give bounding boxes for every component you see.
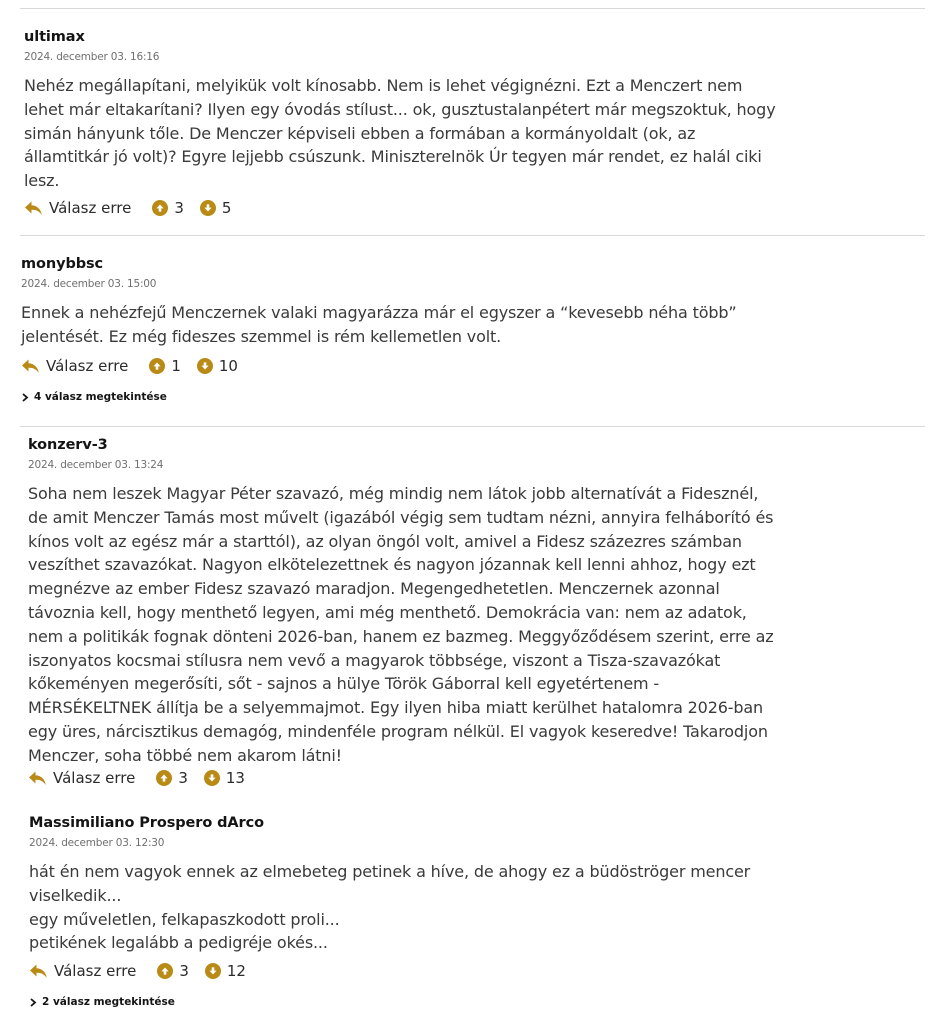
comment-actions <box>24 197 231 219</box>
comment-date: 2024. december 03. 13:24 <box>28 459 164 471</box>
reply-arrow-icon <box>21 358 40 374</box>
downvote-button[interactable] <box>204 769 245 787</box>
comment-body-line: lesz. <box>24 171 60 191</box>
comment-body-line: petikének legalább a pedigréje okés... <box>29 933 328 953</box>
show-replies-label: 4 válasz megtekintése <box>34 391 167 403</box>
comment-body-line: államtitkár jó volt)? Egyre lejjebb csúszunk. Miniszterelnök Úr tegyen már rendet, ez halál ciki <box>24 147 762 167</box>
comment-body-line: megnézve az ember Fidesz szavazó maradjon. Megengedhetetlen. Menczernek azonnal <box>28 579 720 599</box>
chevron-right-icon <box>29 998 37 1007</box>
upvote-button[interactable] <box>152 199 184 217</box>
comment-body <box>29 860 829 955</box>
show-replies-button[interactable] <box>21 391 167 403</box>
comment-body-line: jelentését. Ez még fideszes szemmel is rém kellemetlen volt. <box>21 326 502 346</box>
downvote-count: 12 <box>226 962 246 980</box>
comment-body-line: Ennek a nehézfejű Menczernek valaki magyarázza már el egyszer a “kevesebb néha több” <box>21 303 737 322</box>
chevron-right-icon <box>21 393 29 402</box>
comment-author[interactable]: monybbsc <box>21 256 104 272</box>
comment-body-line: lehet már eltakarítani? Ilyen egy óvodás stílust... ok, gusztustalanpétert már megszoktuk, hogy <box>24 99 776 119</box>
comment-body-line: egy üres, nárcisztikus demagóg, mindenféle program nélkül. El vagyok keseredve! Takarodjon <box>28 721 768 741</box>
comment-actions <box>29 960 246 982</box>
comment-body-line: nem a politikák fognak dönteni 2026-ban, hanem ez bazmeg. Meggyőződésem szerint, erre az <box>28 626 774 646</box>
comment-divider <box>20 235 925 236</box>
upvote-count: 3 <box>179 962 189 980</box>
comment-body-line: iszonyatos kocsmai stílusra nem vevő a magyarok többsége, viszont a Tisza-szavazókat <box>28 650 721 670</box>
comment-body-line: Nehéz megállapítani, melyikük volt kínosabb. Nem is lehet végignézni. Ezt a Menczert nem <box>24 76 743 95</box>
comment-author[interactable]: Massimiliano Prospero dArco <box>29 815 264 831</box>
comment-date: 2024. december 03. 16:16 <box>24 51 160 63</box>
reply-button-label: Válasz erre <box>54 962 137 980</box>
comment-body <box>21 301 821 349</box>
comment-divider <box>20 426 925 427</box>
upvote-button[interactable] <box>157 962 189 980</box>
reply-button-label: Válasz erre <box>49 199 132 217</box>
reply-button[interactable] <box>29 962 136 980</box>
comment-actions <box>21 355 238 377</box>
reply-button[interactable] <box>28 769 135 787</box>
downvote-count: 5 <box>221 199 232 217</box>
downvote-count: 13 <box>225 769 245 787</box>
comment-date: 2024. december 03. 15:00 <box>21 278 157 290</box>
downvote-button[interactable] <box>197 357 238 375</box>
reply-button-label: Válasz erre <box>53 769 136 787</box>
comment-body-line: egy műveletlen, felkapaszkodott proli... <box>29 909 340 929</box>
show-replies-button[interactable] <box>29 996 175 1008</box>
arrow-up-circle-icon <box>152 200 168 216</box>
arrow-up-circle-icon <box>157 963 173 979</box>
comment-body <box>24 74 824 193</box>
upvote-count: 1 <box>171 357 181 375</box>
reply-button-label: Válasz erre <box>46 357 129 375</box>
reply-arrow-icon <box>24 200 43 216</box>
comment-body-line: simán hányunk tőle. De Menczer képviseli ebben a formában a kormányoldalt (ok, az <box>24 123 696 143</box>
arrow-down-circle-icon <box>197 358 213 374</box>
arrow-down-circle-icon <box>205 963 221 979</box>
comment-body-line: kőkeményen megerősíti, sőt - sajnos a hülye Török Gáborral kell egyetértenem - <box>28 674 660 694</box>
comment-body-line: hát én nem vagyok ennek az elmebeteg petinek a híve, de ahogy ez a büdöströger mencer <box>29 862 751 881</box>
downvote-count: 10 <box>218 357 238 375</box>
upvote-count: 3 <box>174 199 184 217</box>
comment-body-line: kínos volt az egész már a starttól), az olyan öngól volt, amivel a Fidesz százezres számban <box>28 531 742 551</box>
show-replies-label: 2 válasz megtekintése <box>42 996 175 1008</box>
upvote-button[interactable] <box>149 357 181 375</box>
comment-divider <box>20 8 925 9</box>
upvote-count: 3 <box>178 769 188 787</box>
arrow-up-circle-icon <box>156 770 172 786</box>
comment-body-line: MÉRSÉKELTNEK állítja be a selyemmajmot. Egy ilyen hiba miatt kerülhet hatalomra 2026-ban <box>28 698 764 718</box>
comment-author[interactable]: ultimax <box>24 29 85 45</box>
downvote-button[interactable] <box>205 962 246 980</box>
reply-button[interactable] <box>24 199 131 217</box>
comment-date: 2024. december 03. 12:30 <box>29 837 165 849</box>
comment-body-line: viselkedik... <box>29 885 122 905</box>
comment-body-line: veszíthet szavazókat. Nagyon elkötelezettnek és nagyon józannak kell lenni ahhoz, hogy ezt <box>28 555 756 575</box>
arrow-up-circle-icon <box>149 358 165 374</box>
comment-body <box>28 482 828 768</box>
comment-body-line: Soha nem leszek Magyar Péter szavazó, még mindig nem látok jobb alternatívát a Fidesznél, <box>28 484 759 503</box>
arrow-down-circle-icon <box>204 770 220 786</box>
reply-button[interactable] <box>21 357 128 375</box>
comment-body-line: távoznia kell, hogy menthető legyen, ami még menthető. Demokrácia van: nem az adatok, <box>28 602 747 622</box>
downvote-button[interactable] <box>200 199 232 217</box>
reply-arrow-icon <box>29 963 48 979</box>
comment-actions <box>28 767 245 789</box>
comment-author[interactable]: konzerv-3 <box>28 437 108 453</box>
reply-arrow-icon <box>28 770 47 786</box>
arrow-down-circle-icon <box>200 200 216 216</box>
upvote-button[interactable] <box>156 769 188 787</box>
comment-body-line: de amit Menczer Tamás most művelt (igazából végig sem tudtam nézni, annyira felháborító és <box>28 507 774 527</box>
comment-body-line: Menczer, soha többé nem akarom látni! <box>28 745 342 765</box>
